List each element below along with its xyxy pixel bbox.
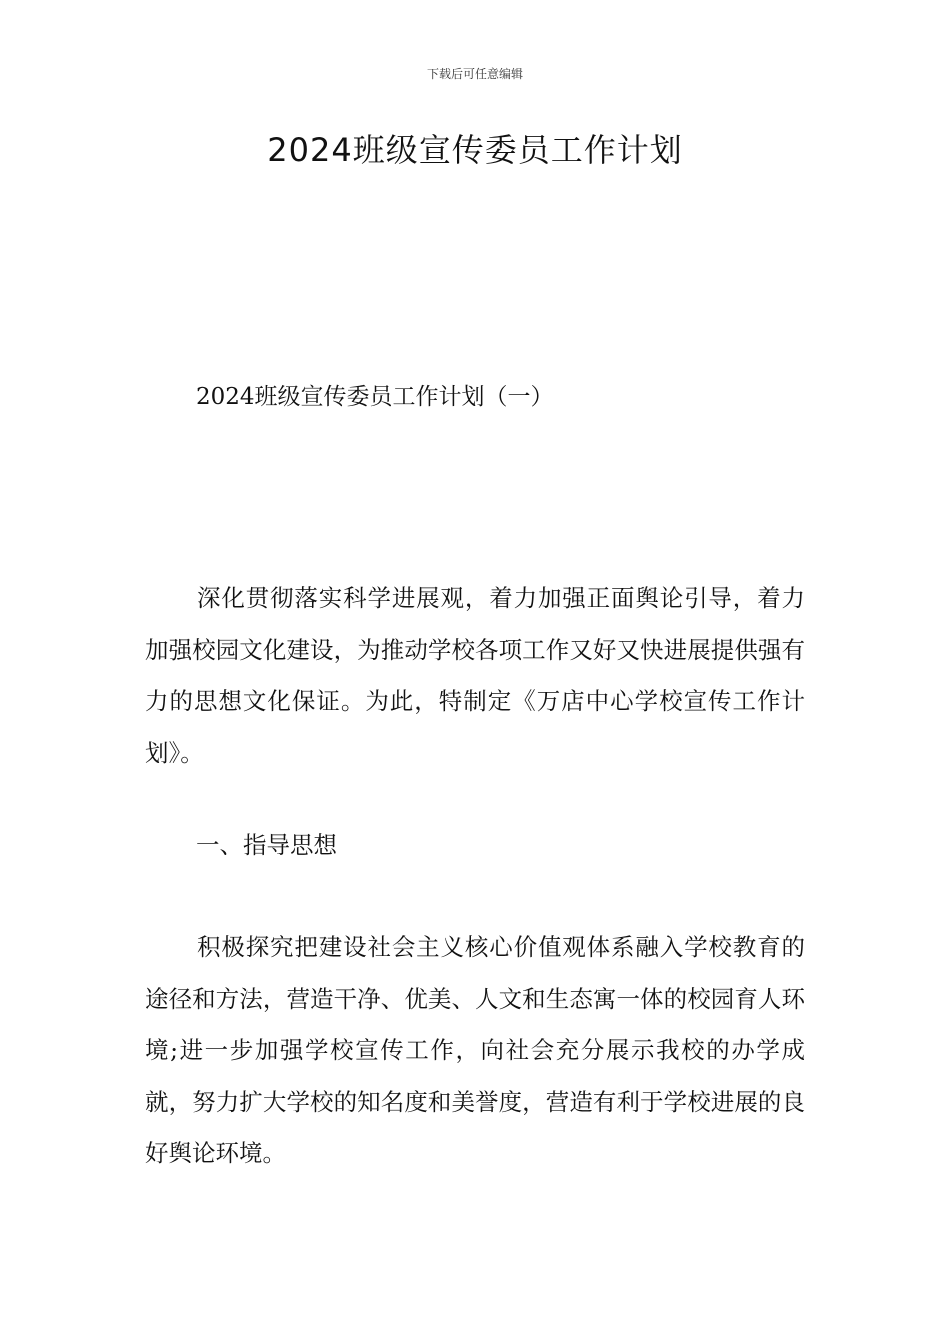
section-subtitle: 2024班级宣传委员工作计划（一）	[196, 384, 554, 410]
section-heading-guiding-ideology: 一、指导思想	[196, 831, 337, 859]
document-title: 2024班级宣传委员工作计划	[267, 131, 683, 169]
guiding-ideology-paragraph: 积极探究把建设社会主义核心价值观体系融入学校教育的途径和方法，营造干净、优美、人文和生态寓一体的校园育人环境;进一步加强学校宣传工作，向社会充分展示我校的办学成就，努力扩大学校的知名度和美誉度，营造有利于学校进展的良好舆论环境。	[145, 933, 805, 1167]
header-note: 下载后可任意编辑	[426, 67, 523, 81]
intro-paragraph: 深化贯彻落实科学进展观，着力加强正面舆论引导，着力加强校园文化建设，为推动学校各项工作又好又快进展提供强有力的思想文化保证。为此，特制定《万店中心学校宣传工作计划》。	[145, 584, 805, 767]
